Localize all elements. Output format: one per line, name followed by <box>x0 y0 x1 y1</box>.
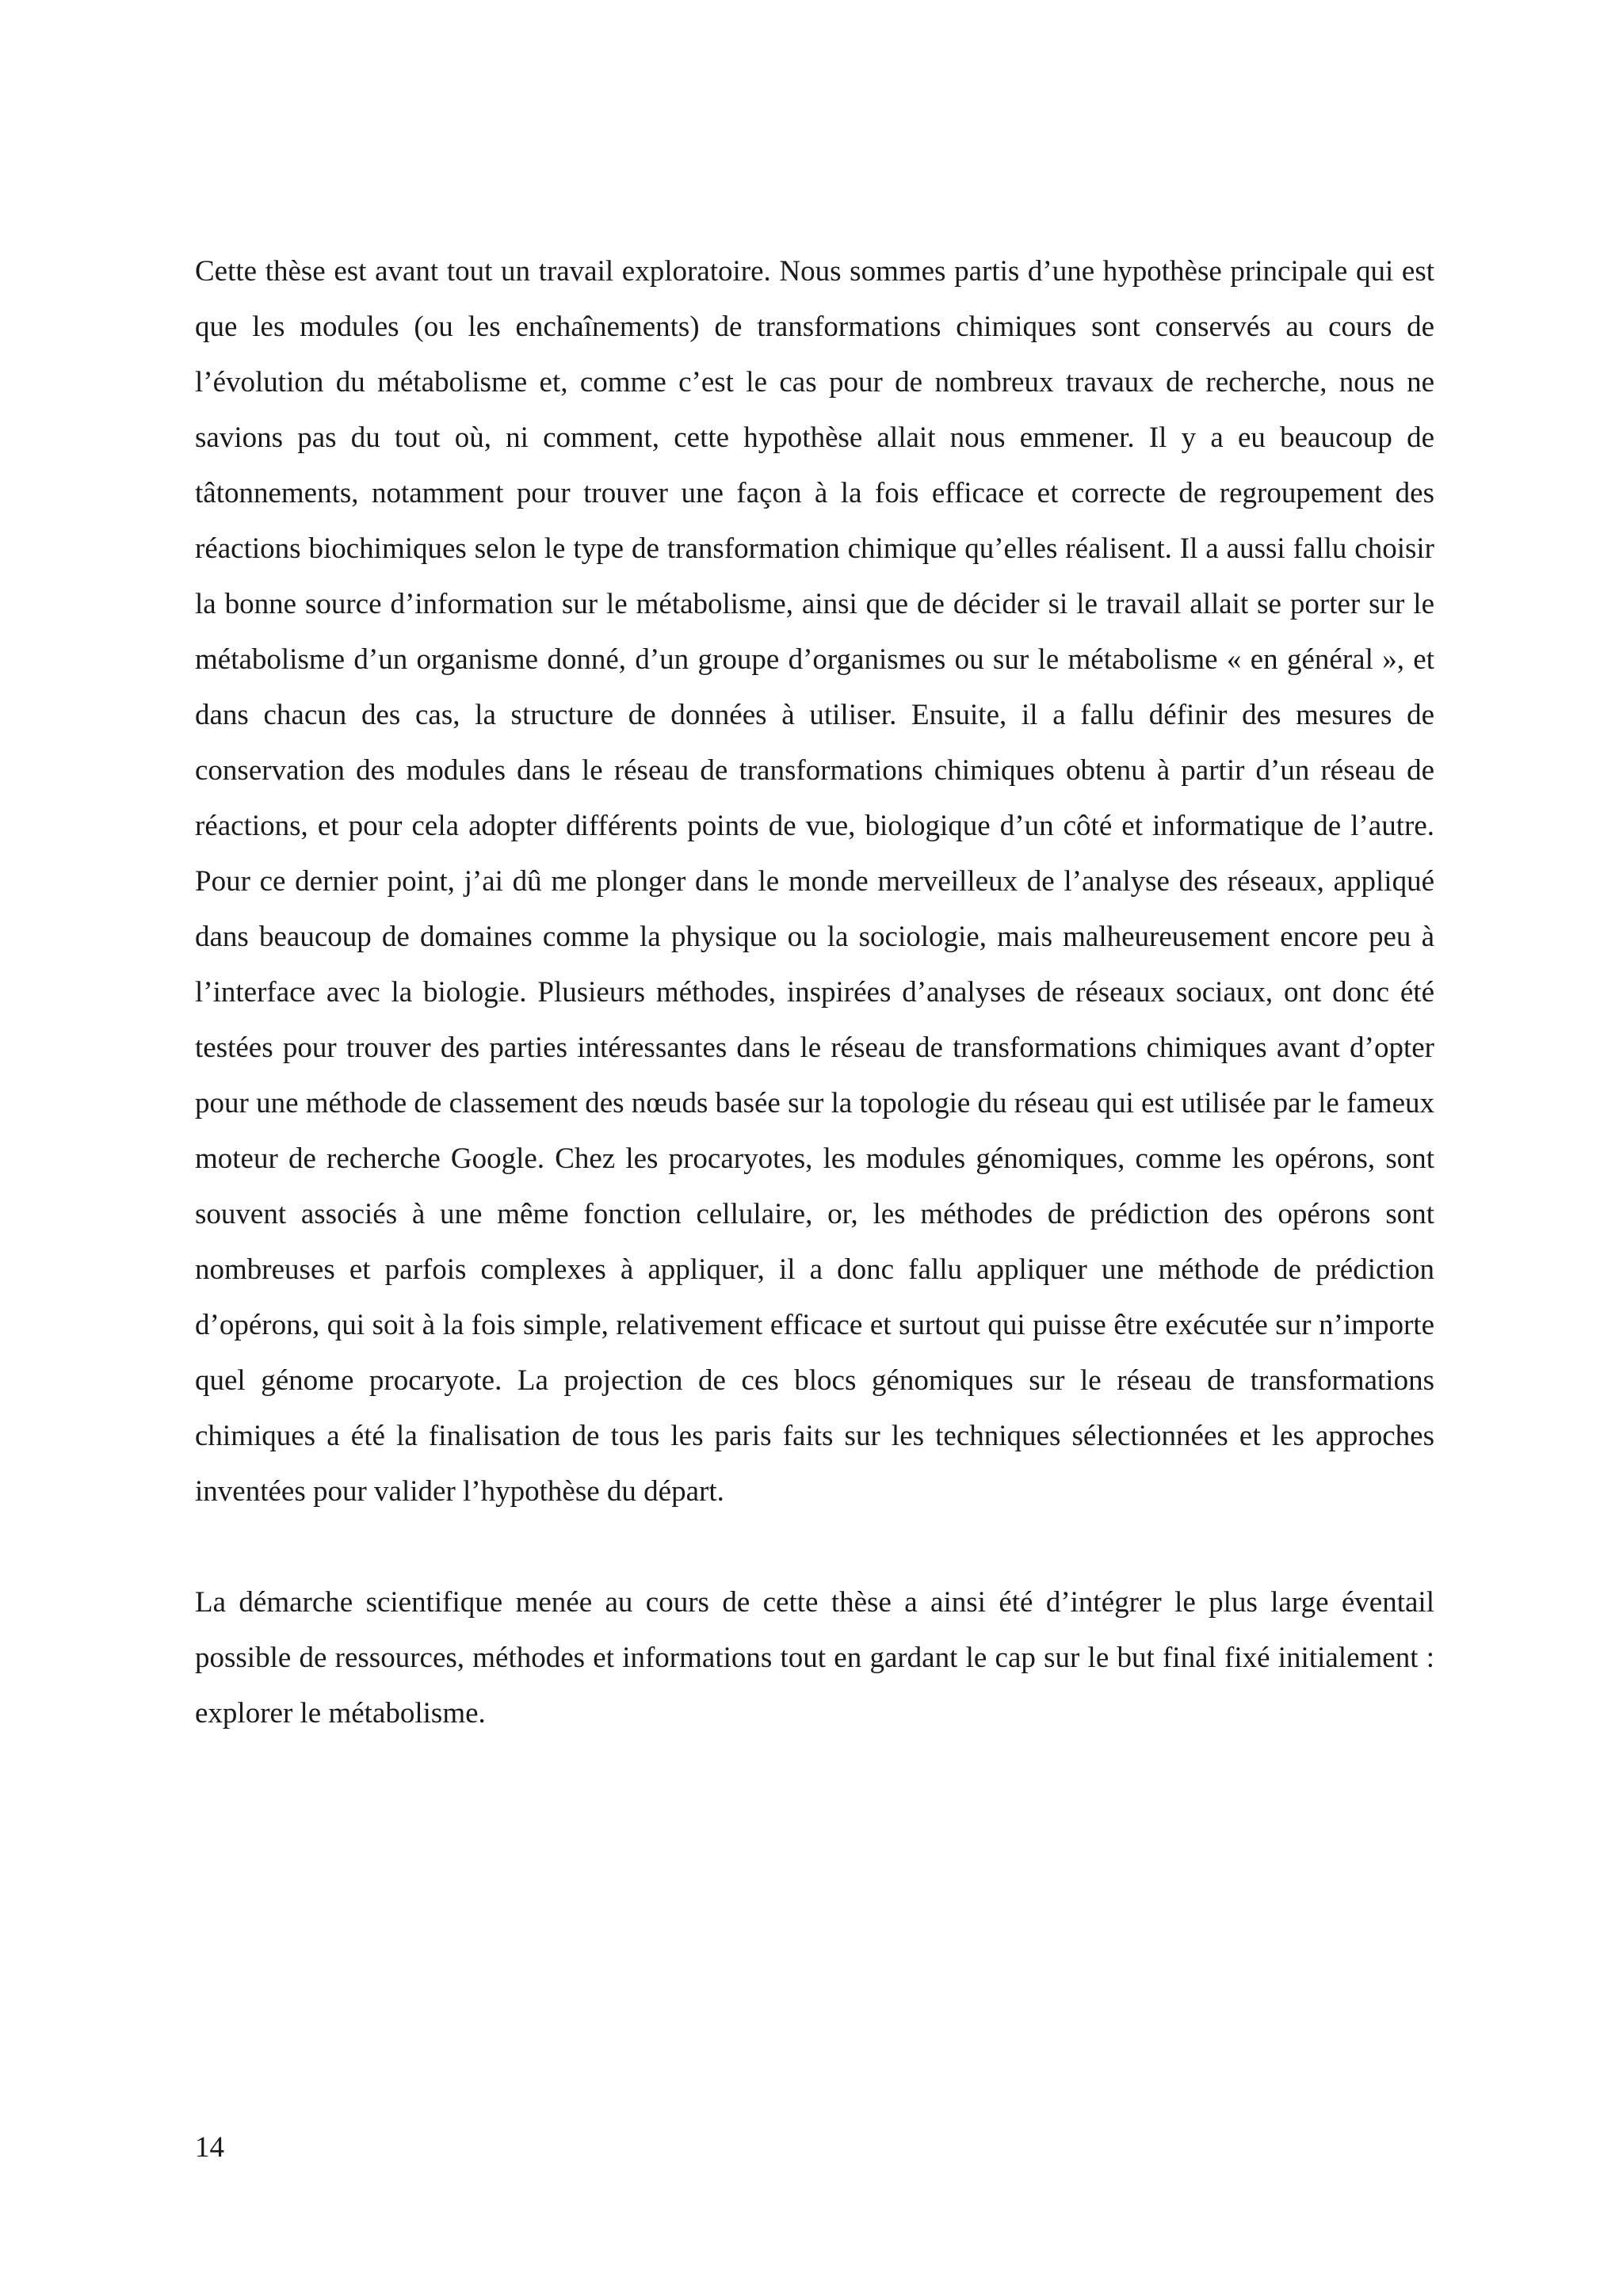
page-number: 14 <box>195 2131 224 2164</box>
body-text <box>195 244 1434 1741</box>
paragraph-1: Cette thèse est avant tout un travail exploratoire. Nous sommes partis d’une hypothèse principale qui est que les modules (ou les enchaînements) de transformations chimiques sont conservés au cours de l’évolution du métabolisme et, comme c’est le cas pour de nombreux travaux de recherche, nous ne savions pas du tout où, ni comment, cette hypothèse allait nous emmener. Il y a eu beaucoup de tâtonnements, notamment pour trouver une façon à la fois efficace et correcte de regroupement des réactions biochimiques selon le type de transformation chimique qu’elles réalisent. Il a aussi fallu choisir la bonne source d’information sur le métabolisme, ainsi que de décider si le travail allait se porter sur le métabolisme d’un organisme donné, d’un groupe d’organismes ou sur le métabolisme « en général », et dans chacun des cas, la structure de données à utiliser. Ensuite, il a fallu définir des mesures de conservation des modules dans le réseau de transformations chimiques obtenu à partir d’un réseau de réactions, et pour cela adopter différents points de vue, biologique d’un côté et informatique de l’autre. Pour ce dernier point, j’ai dû me plonger dans le monde merveilleux de l’analyse des réseaux, appliqué dans beaucoup de domaines comme la physique ou la sociologie, mais malheureusement encore peu à l’interface avec la biologie. Plusieurs méthodes, inspirées d’analyses de réseaux sociaux, ont donc été testées pour trouver des parties intéressantes dans le réseau de transformations chimiques avant d’opter pour une méthode de classement des nœuds basée sur la topologie du réseau qui est utilisée par le fameux moteur de recherche Google. Chez les procaryotes, les modules génomiques, comme les opérons, sont souvent associés à une même fonction cellulaire, or, les méthodes de prédiction des opérons sont nombreuses et parfois complexes à appliquer, il a donc fallu appliquer une méthode de prédiction d’opérons, qui soit à la fois simple, relativement efficace et surtout qui puisse être exécutée sur n’importe quel génome procaryote. La projection de ces blocs génomiques sur le réseau de transformations chimiques a été la finalisation de tous les paris faits sur les techniques sélectionnées et les approches inventées pour valider l’hypothèse du départ. <box>195 255 1434 1508</box>
paragraph-2: La démarche scientifique menée au cours de cette thèse a ainsi été d’intégrer le plus large éventail possible de ressources, méthodes et informations tout en gardant le cap sur le but final fixé initialement : explorer le métabolisme. <box>195 1586 1434 1730</box>
